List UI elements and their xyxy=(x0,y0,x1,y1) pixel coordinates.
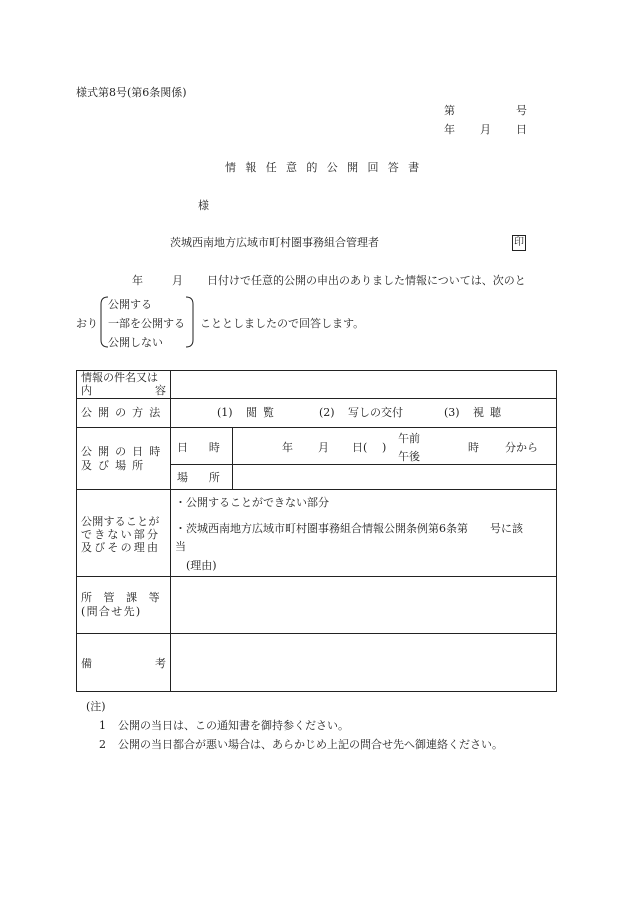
body-line1-text: 日付けで任意的公開の申出のありました情報については、次のと xyxy=(207,274,526,287)
datetime-year: 年 xyxy=(282,441,293,454)
body-month-label: 月 xyxy=(172,274,183,287)
subject-label-line1: 情報の件名又は xyxy=(81,371,158,384)
note-1-text: 公開の当日は、この通知書を御持参ください。 xyxy=(118,719,349,732)
datetime-day-weekday-open: 日( xyxy=(352,441,368,454)
subject-label-line2-end: 容 xyxy=(155,384,166,397)
body-year-label: 年 xyxy=(132,274,143,287)
issuer-name: 茨城西南地方広域市町村圏事務組合管理者 xyxy=(170,236,379,249)
subject-label-line2-start: 内 xyxy=(81,384,92,397)
body-line2-suffix: こととしましたので回答します。 xyxy=(200,317,365,330)
method-label: 公開の方法 xyxy=(81,406,167,419)
department-label-line2: (問合せ先) xyxy=(81,605,142,618)
option-partial-disclose: 一部を公開する xyxy=(108,317,185,330)
ordinance-clause-bullet: ・茨城西南地方広域市町村圏事務組合情報公開条例第6条第 号に該 xyxy=(175,522,523,535)
option-disclose: 公開する xyxy=(108,298,152,311)
method-1-viewing: 閲覧 xyxy=(246,406,281,419)
note-1-number: 1 xyxy=(99,719,106,732)
seal-mark: 印 xyxy=(512,235,526,251)
datetime-minute-from: 分から xyxy=(505,441,538,454)
row-divider-1 xyxy=(76,398,556,399)
undisclosable-label-line3: 及びその理由 xyxy=(81,541,161,554)
remarks-label-start: 備 xyxy=(81,657,92,670)
datetime-hour: 時 xyxy=(468,441,479,454)
datetime-weekday-close: ) xyxy=(382,441,387,454)
date-month-label: 月 xyxy=(480,123,491,136)
datetime-sublabel: 日時 xyxy=(177,441,241,454)
department-label-line1: 所管課等 xyxy=(81,591,172,604)
form-number: 様式第8号(第6条関係) xyxy=(76,86,187,99)
datetime-am: 午前 xyxy=(398,432,420,445)
method-2-number: (2) xyxy=(319,406,335,419)
note-2-text: 公開の当日都合が悪い場合は、あらかじめ上記の問合せ先へ御連絡ください。 xyxy=(118,738,503,751)
remarks-label-end: 考 xyxy=(155,657,166,670)
note-2-number: 2 xyxy=(99,738,106,751)
method-3-number: (3) xyxy=(444,406,460,419)
method-3-listening: 視聴 xyxy=(473,406,508,419)
row-divider-4 xyxy=(76,576,556,577)
undisclosable-label-line2: できない部分 xyxy=(81,528,161,541)
document-number-prefix: 第 xyxy=(444,104,455,117)
table-label-column-divider xyxy=(170,370,171,691)
datetime-place-label-line2: 及び場所 xyxy=(81,459,150,472)
datetime-place-label-line1: 公開の日時 xyxy=(81,445,167,458)
option-not-disclose: 公開しない xyxy=(108,336,163,349)
ordinance-clause-continuation: 当 xyxy=(175,540,186,553)
method-1-number: (1) xyxy=(217,406,233,419)
addressee-suffix: 様 xyxy=(198,199,209,212)
row-divider-3 xyxy=(76,489,556,490)
body-line2-prefix: おり xyxy=(76,317,98,330)
date-day-label: 日 xyxy=(516,123,527,136)
right-bracket xyxy=(184,296,196,348)
place-sublabel: 場所 xyxy=(177,471,241,484)
document-number-suffix: 号 xyxy=(516,104,527,117)
document-title: 情報任意的公開回答書 xyxy=(225,161,429,174)
row-divider-2 xyxy=(76,427,556,428)
datetime-month: 月 xyxy=(318,441,329,454)
datetime-place-divider xyxy=(170,464,556,465)
date-year-label: 年 xyxy=(444,123,455,136)
method-2-copy: 写しの交付 xyxy=(348,406,403,419)
undisclosable-part-bullet: ・公開することができない部分 xyxy=(175,496,329,509)
undisclosable-label-line1: 公開することが xyxy=(81,515,160,528)
reason-label: (理由) xyxy=(186,559,217,572)
notes-heading: (注) xyxy=(86,700,106,713)
datetime-pm: 午後 xyxy=(398,450,420,463)
row-divider-5 xyxy=(76,633,556,634)
